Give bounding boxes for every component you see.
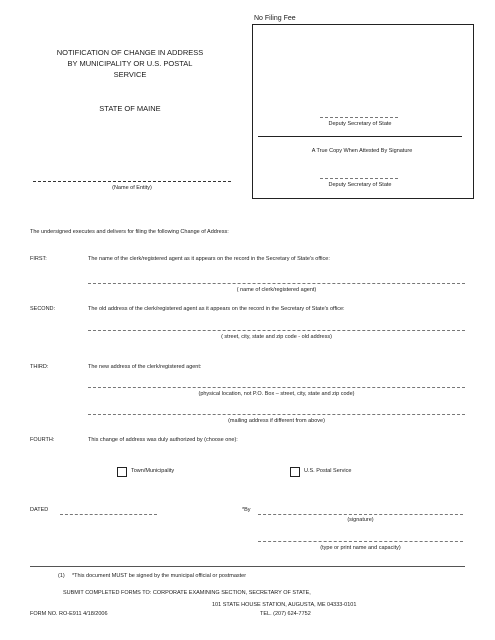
first-caption: ( name of clerk/registered agent)	[236, 287, 317, 293]
no-filing-fee-label: No Filing Fee	[254, 15, 296, 22]
first-text: The name of the clerk/registered agent as it appears on the record in the Secretary of State's office:	[88, 256, 330, 262]
deputy-caption-1: Deputy Secretary of State	[328, 121, 392, 127]
deputy-signature-line-1	[320, 117, 398, 118]
deputy-signature-line-2	[320, 178, 398, 179]
second-text: The old address of the clerk/registered agent as it appears on the record in the Secretary of State's office:	[88, 306, 345, 312]
form-number: FORM NO. RO-E911 4/18/2006	[30, 611, 108, 617]
date-line[interactable]	[60, 514, 157, 515]
form-title	[20, 47, 240, 80]
submit-line-2: 101 STATE HOUSE STATION, AUGUSTA, ME 04333-0101	[212, 602, 357, 608]
footnote-text: *This document MUST be signed by the municipal official or postmaster	[72, 573, 247, 579]
printed-name-line[interactable]	[258, 541, 463, 542]
fourth-label: FOURTH:	[30, 437, 55, 443]
footnote-number: (1)	[58, 573, 65, 579]
form-title-line1: NOTIFICATION OF CHANGE IN ADDRESS	[56, 48, 204, 57]
second-caption: ( street, city, state and zip code - old address)	[221, 334, 332, 340]
deputy-caption-2: Deputy Secretary of State	[328, 182, 392, 188]
signature-line[interactable]	[258, 514, 463, 515]
submit-line-1: SUBMIT COMPLETED FORMS TO: CORPORATE EXAMINING SECTION, SECRETARY OF STATE,	[63, 590, 311, 596]
submit-line-3: TEL. (207) 624-7752	[260, 611, 311, 617]
entity-name-line[interactable]	[33, 181, 231, 182]
old-address-line[interactable]	[88, 330, 465, 331]
third-caption-2: (mailing address if different from above)	[228, 418, 325, 424]
new-address-line[interactable]	[88, 387, 465, 388]
printed-name-caption: (type or print name and capacity)	[320, 545, 401, 551]
by-label: *By	[242, 507, 251, 513]
town-municipality-checkbox[interactable]	[117, 467, 127, 477]
postal-service-label: U.S. Postal Service	[304, 468, 352, 474]
filing-box-divider	[258, 136, 462, 137]
true-copy-text: A True Copy When Attested By Signature	[311, 148, 413, 154]
third-caption-1: (physical location, not P.O. Box – street, city, state and zip code)	[198, 391, 355, 397]
clerk-name-line[interactable]	[88, 283, 465, 284]
filing-stamp-box	[252, 24, 474, 199]
entity-caption: (Name of Entity)	[112, 185, 152, 191]
mailing-address-line[interactable]	[88, 414, 465, 415]
dated-label: DATED	[30, 507, 49, 513]
form-title-line3: SERVICE	[113, 70, 147, 79]
third-text: The new address of the clerk/registered agent:	[88, 364, 202, 370]
town-municipality-label: Town/Municipality	[131, 468, 175, 474]
footnote-divider	[30, 566, 465, 567]
third-label: THIRD:	[30, 364, 49, 370]
intro-text: The undersigned executes and delivers for filing the following Change of Address:	[30, 229, 229, 235]
fourth-text: This change of address was duly authorized by (choose one):	[88, 437, 238, 443]
signature-caption: (signature)	[347, 517, 374, 523]
first-label: FIRST:	[30, 256, 47, 262]
postal-service-checkbox[interactable]	[290, 467, 300, 477]
second-label: SECOND:	[30, 306, 56, 312]
state-of-maine: STATE OF MAINE	[99, 104, 161, 113]
form-title-line2: BY MUNICIPALITY OR U.S. POSTAL	[67, 59, 193, 68]
